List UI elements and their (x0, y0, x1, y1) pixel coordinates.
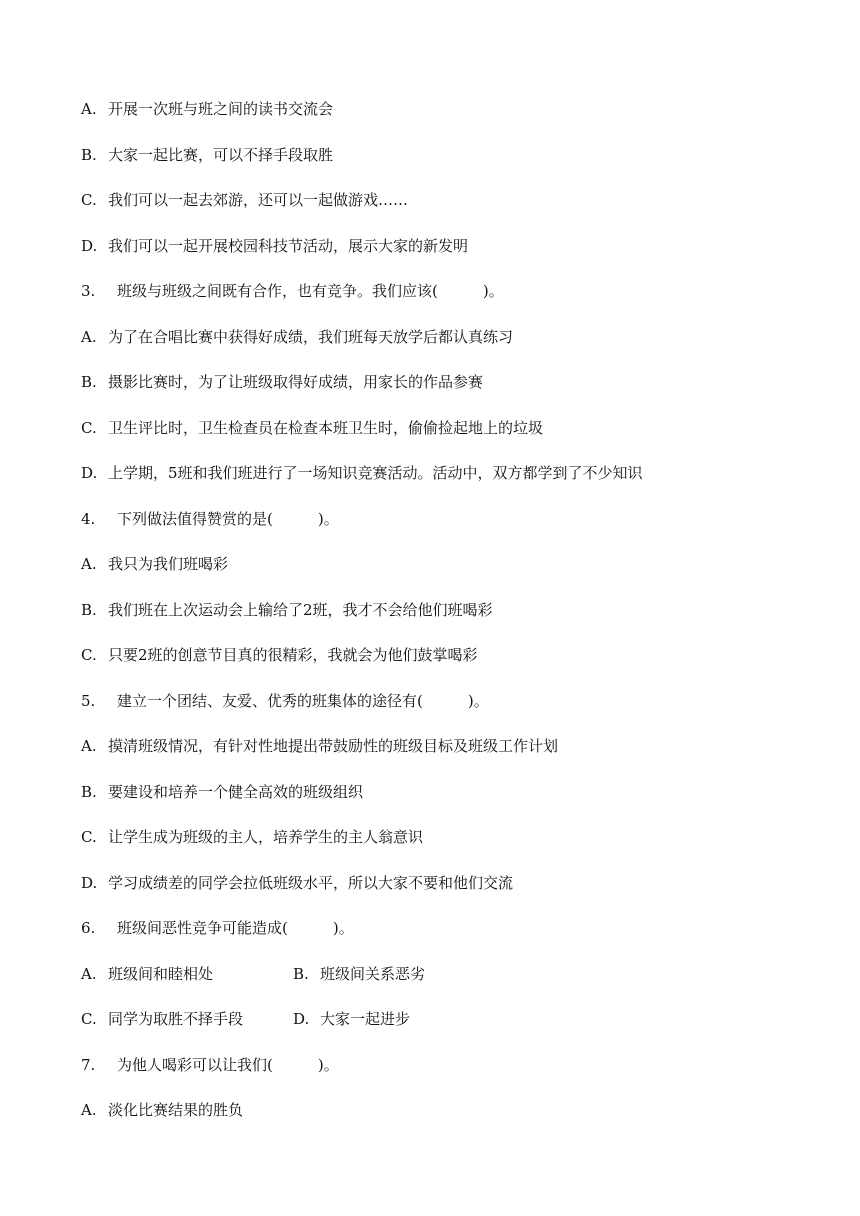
option-text: 开展一次班与班之间的读书交流会 (108, 100, 334, 118)
option-marker: A. (81, 737, 97, 755)
option-text: 我们班在上次运动会上输给了2班，我才不会给他们班喝彩 (108, 600, 493, 619)
question-number: 6. (81, 919, 96, 937)
option-marker: B. (81, 373, 97, 391)
option-line (81, 734, 558, 758)
option-marker: C. (81, 828, 97, 846)
option-text: 我们可以一起开展校园科技节活动，展示大家的新发明 (108, 236, 469, 255)
option-line (81, 780, 363, 804)
option-marker: A. (81, 964, 97, 983)
option-text: 大家一起进步 (320, 1010, 411, 1028)
question-number: 3. (81, 282, 96, 300)
option-line (81, 552, 228, 576)
question-line (81, 1053, 339, 1077)
question-line (81, 279, 504, 303)
option-text: 为了在合唱比赛中获得好成绩，我们班每天放学后都认真练习 (108, 327, 514, 346)
option-left (81, 1007, 243, 1031)
option-marker: A. (81, 327, 97, 346)
question-number: 7. (81, 1055, 96, 1074)
option-line (81, 871, 513, 895)
question-number: 5. (81, 691, 96, 710)
option-marker: A. (81, 1101, 97, 1119)
option-text: 班级间关系恶劣 (320, 964, 426, 983)
option-line (81, 1098, 243, 1122)
question-text: 下列做法值得赞赏的是( )。 (117, 509, 339, 528)
option-text: 班级间和睦相处 (108, 964, 214, 983)
option-line (81, 188, 408, 212)
question-text: 建立一个团结、友爱、优秀的班集体的途径有( )。 (117, 691, 489, 710)
option-right (293, 962, 425, 986)
option-marker: B. (81, 145, 97, 164)
option-text: 我们可以一起去郊游，还可以一起做游戏…… (108, 191, 409, 209)
option-text: 只要2班的创意节目真的很精彩，我就会为他们鼓掌喝彩 (108, 646, 478, 664)
option-marker: D. (81, 236, 98, 255)
option-left (81, 962, 213, 986)
option-marker: A. (81, 100, 97, 118)
option-marker: C. (81, 418, 97, 437)
option-text: 我只为我们班喝彩 (108, 555, 229, 573)
question-line (81, 916, 354, 940)
option-line (81, 234, 468, 258)
option-pair-line (81, 1007, 481, 1031)
question-line (81, 507, 339, 531)
option-text: 让学生成为班级的主人，培养学生的主人翁意识 (108, 828, 424, 846)
option-marker: D. (293, 1010, 310, 1028)
option-text: 大家一起比赛，可以不择手段取胜 (108, 145, 334, 164)
option-marker: B. (81, 782, 97, 801)
option-marker: C. (81, 1010, 97, 1028)
option-right (293, 1007, 410, 1031)
option-pair-line (81, 962, 481, 986)
option-line (81, 143, 333, 167)
option-text: 淡化比赛结果的胜负 (108, 1101, 244, 1119)
option-text: 同学为取胜不择手段 (108, 1010, 244, 1028)
option-marker: B. (81, 600, 97, 619)
option-text: 上学期，5班和我们班进行了一场知识竞赛活动。活动中，双方都学到了不少知识 (108, 464, 643, 482)
question-text: 班级与班级之间既有合作，也有竞争。我们应该( )。 (117, 282, 504, 300)
question-line (81, 689, 489, 713)
question-text: 为他人喝彩可以让我们( )。 (117, 1055, 339, 1074)
question-text: 班级间恶性竞争可能造成( )。 (117, 919, 354, 937)
option-text: 摸清班级情况，有针对性地提出带鼓励性的班级目标及班级工作计划 (108, 737, 559, 755)
option-marker: D. (81, 464, 98, 482)
option-line (81, 643, 478, 667)
option-text: 摄影比赛时，为了让班级取得好成绩，用家长的作品参赛 (108, 373, 484, 391)
option-text: 卫生评比时，卫生检查员在检查本班卫生时，偷偷捡起地上的垃圾 (108, 418, 544, 437)
option-line (81, 461, 643, 485)
option-text: 要建设和培养一个健全高效的班级组织 (108, 782, 364, 801)
question-number: 4. (81, 509, 96, 528)
option-marker: B. (293, 964, 309, 983)
option-line (81, 370, 483, 394)
option-marker: A. (81, 555, 97, 573)
option-marker: D. (81, 873, 98, 892)
option-marker: C. (81, 646, 97, 664)
option-text: 学习成绩差的同学会拉低班级水平，所以大家不要和他们交流 (108, 873, 514, 892)
option-line (81, 416, 543, 440)
option-line (81, 825, 423, 849)
option-marker: C. (81, 191, 97, 209)
option-line (81, 97, 333, 121)
option-line (81, 325, 513, 349)
option-line (81, 598, 493, 622)
